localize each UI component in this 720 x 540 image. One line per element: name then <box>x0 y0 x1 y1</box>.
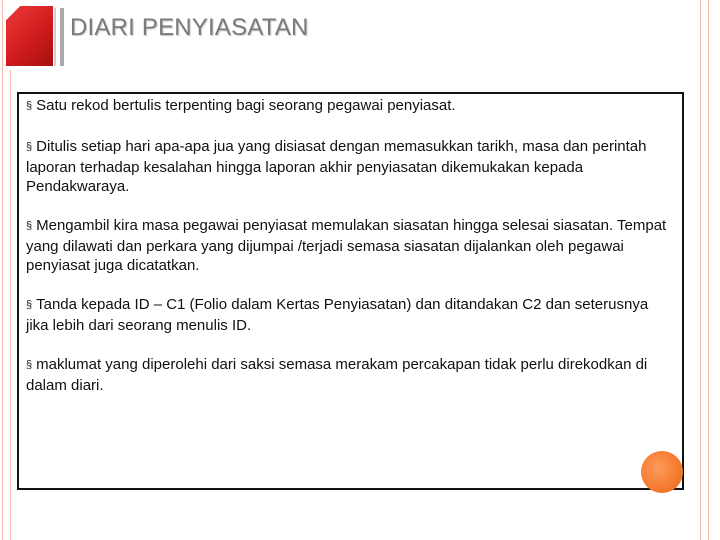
bullet-item-4 <box>26 295 668 335</box>
decorative-rule-right-inner <box>700 0 701 540</box>
accent-orange-circle <box>641 451 683 493</box>
title-divider <box>60 8 64 66</box>
bullet-item-5 <box>26 355 668 395</box>
bullet-item-1 <box>26 96 668 117</box>
square-bullet-icon: § <box>26 141 33 153</box>
square-bullet-icon: § <box>26 299 33 311</box>
bullet-text: Ditulis setiap hari apa-apa jua yang disiasat dengan memasukkan tarikh, masa dan perintah laporan terhadap kesalahan hingga laporan akhir penyiasatan dikemukakan kepada Pendakwaraya. <box>26 138 647 195</box>
bullet-item-2 <box>26 137 668 196</box>
bullet-text: Mengambil kira masa pegawai penyiasat memulakan siasatan hingga selesai siasatan. Tempat yang dilawati dan perkara yang dijumpai /terjadi semasa siasatan dijalankan oleh pegawai penyiasat juga dicatatkan. <box>26 217 667 274</box>
bullet-item-3 <box>26 216 668 275</box>
bullet-text: Satu rekod bertulis terpenting bagi seorang pegawai penyiasat. <box>36 97 456 114</box>
decorative-rule-right <box>708 0 709 540</box>
square-bullet-icon: § <box>26 100 33 112</box>
content-box <box>17 92 684 490</box>
accent-corner-fold <box>6 6 20 20</box>
decorative-rule-left <box>2 0 3 540</box>
bullet-text: maklumat yang diperolehi dari saksi semasa merakam percakapan tidak perlu direkodkan di dalam diari. <box>26 356 648 394</box>
decorative-rule-left-inner <box>10 70 11 540</box>
slide-title: DIARI PENYIASATAN <box>70 14 309 41</box>
bullet-text: Tanda kepada ID – C1 (Folio dalam Kertas Penyiasatan) dan ditandakan C2 dan seterusnya jika lebih dari seorang menulis ID. <box>26 296 649 334</box>
square-bullet-icon: § <box>26 359 33 371</box>
title-divider-light <box>54 8 56 66</box>
square-bullet-icon: § <box>26 220 33 232</box>
bullet-list <box>26 96 668 395</box>
